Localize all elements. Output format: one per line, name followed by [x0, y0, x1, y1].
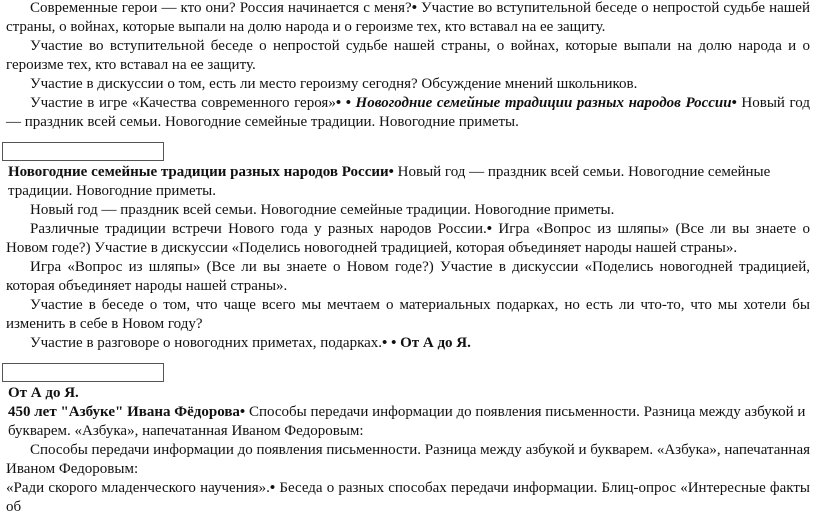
paragraph-heroism-discussion: Участие в дискуссии о том, есть ли место героизму сегодня? Обсуждение мнений школьников.	[30, 76, 638, 92]
paragraph-information-transfer: Способы передачи информации до появления письменности. Разница между азбукой и букварем. «Азбука», напечатанная Иваном Федоровым:	[6, 442, 810, 477]
paragraph-new-year-traditions-heading	[0, 163, 816, 201]
text: Различные традиции встречи Нового года у разных народов России.	[30, 221, 487, 237]
text: «Ради скорого младенческого научения».	[6, 480, 270, 496]
bullet: •	[387, 335, 401, 351]
text: Участие в разговоре о новогодних приметах, подарках.	[30, 335, 383, 351]
bullet: •	[269, 480, 276, 496]
paragraph-omens	[0, 334, 816, 353]
empty-table-cell	[2, 142, 164, 161]
text: Новый год — праздник всей семьи. Новогодние семейные традиции. Новогодние приметы.	[6, 95, 810, 130]
section-title: Новогодние семейные традиции разных народов России	[8, 164, 389, 180]
paragraph-early-learning	[0, 479, 816, 517]
paragraph-modern-heroes	[0, 0, 816, 37]
section-title: 450 лет "Азбуке" Ивана Фёдорова	[8, 404, 240, 420]
section-title: Новогодние семейные традиции разных народов России	[355, 95, 732, 111]
bullet: •	[382, 335, 388, 351]
bullet: •	[388, 164, 394, 180]
text: Игра «Вопрос из шляпы» (Все ли вы знаете о Новом годе?) Участие в дискуссии «Поделись новогодней традицией, которая объединяет народы нашей страны».	[6, 221, 810, 256]
bullet: •	[731, 95, 737, 111]
paragraph-new-year-family: Новый год — праздник всей семьи. Новогодние семейные традиции. Новогодние приметы.	[30, 202, 615, 218]
text: Современные герои — кто они? Россия начинается с меня?	[30, 0, 412, 16]
text: Способы передачи информации до появления письменности. Разница между азбукой и букварем. «Азбука», напечатанная Иваном Федоровым:	[8, 404, 806, 439]
bullet: •	[239, 404, 246, 420]
paragraph-hat-game: Игра «Вопрос из шляпы» (Все ли вы знаете о Новом годе?) Участие в дискуссии «Поделись новогодней традицией, которая объединяет народы нашей страны».	[6, 259, 810, 294]
text: Участие в игре «Качества современного героя»	[30, 95, 336, 111]
section-title: От А до Я.	[400, 335, 471, 351]
bullet: •	[411, 0, 417, 16]
paragraph-traditions	[0, 220, 816, 258]
paragraph-azbuka	[0, 403, 816, 441]
text: Беседа о разных способах передачи информации. Блиц-опрос «Интересные факты об	[6, 480, 810, 515]
empty-table-cell	[2, 363, 164, 382]
paragraph-gifts-conversation: Участие в беседе о том, что чаще всего мы мечтаем о материальных подарках, но есть ли что-то, что мы хотели бы изменить в себе в Новом году?	[6, 297, 810, 332]
bullet: •	[335, 95, 342, 111]
paragraph-intro-discussion: Участие во вступительной беседе о непростой судьбе нашей страны, о войнах, которые выпали на долю народа и о героизме тех, кто вставал на ее защиту.	[6, 38, 810, 73]
text: Новый год — праздник всей семьи. Новогодние семейные традиции. Новогодние приметы.	[8, 164, 771, 199]
text: Участие во вступительной беседе о непростой судьбе нашей страны, о войнах, которые выпали на долю народа и о героизме тех, кто вставал на ее защиту.	[6, 0, 810, 35]
heading-a-to-z: От А до Я.	[8, 385, 79, 401]
bullet: •	[486, 221, 493, 237]
paragraph-hero-game	[0, 94, 816, 132]
bullet: •	[341, 95, 356, 111]
